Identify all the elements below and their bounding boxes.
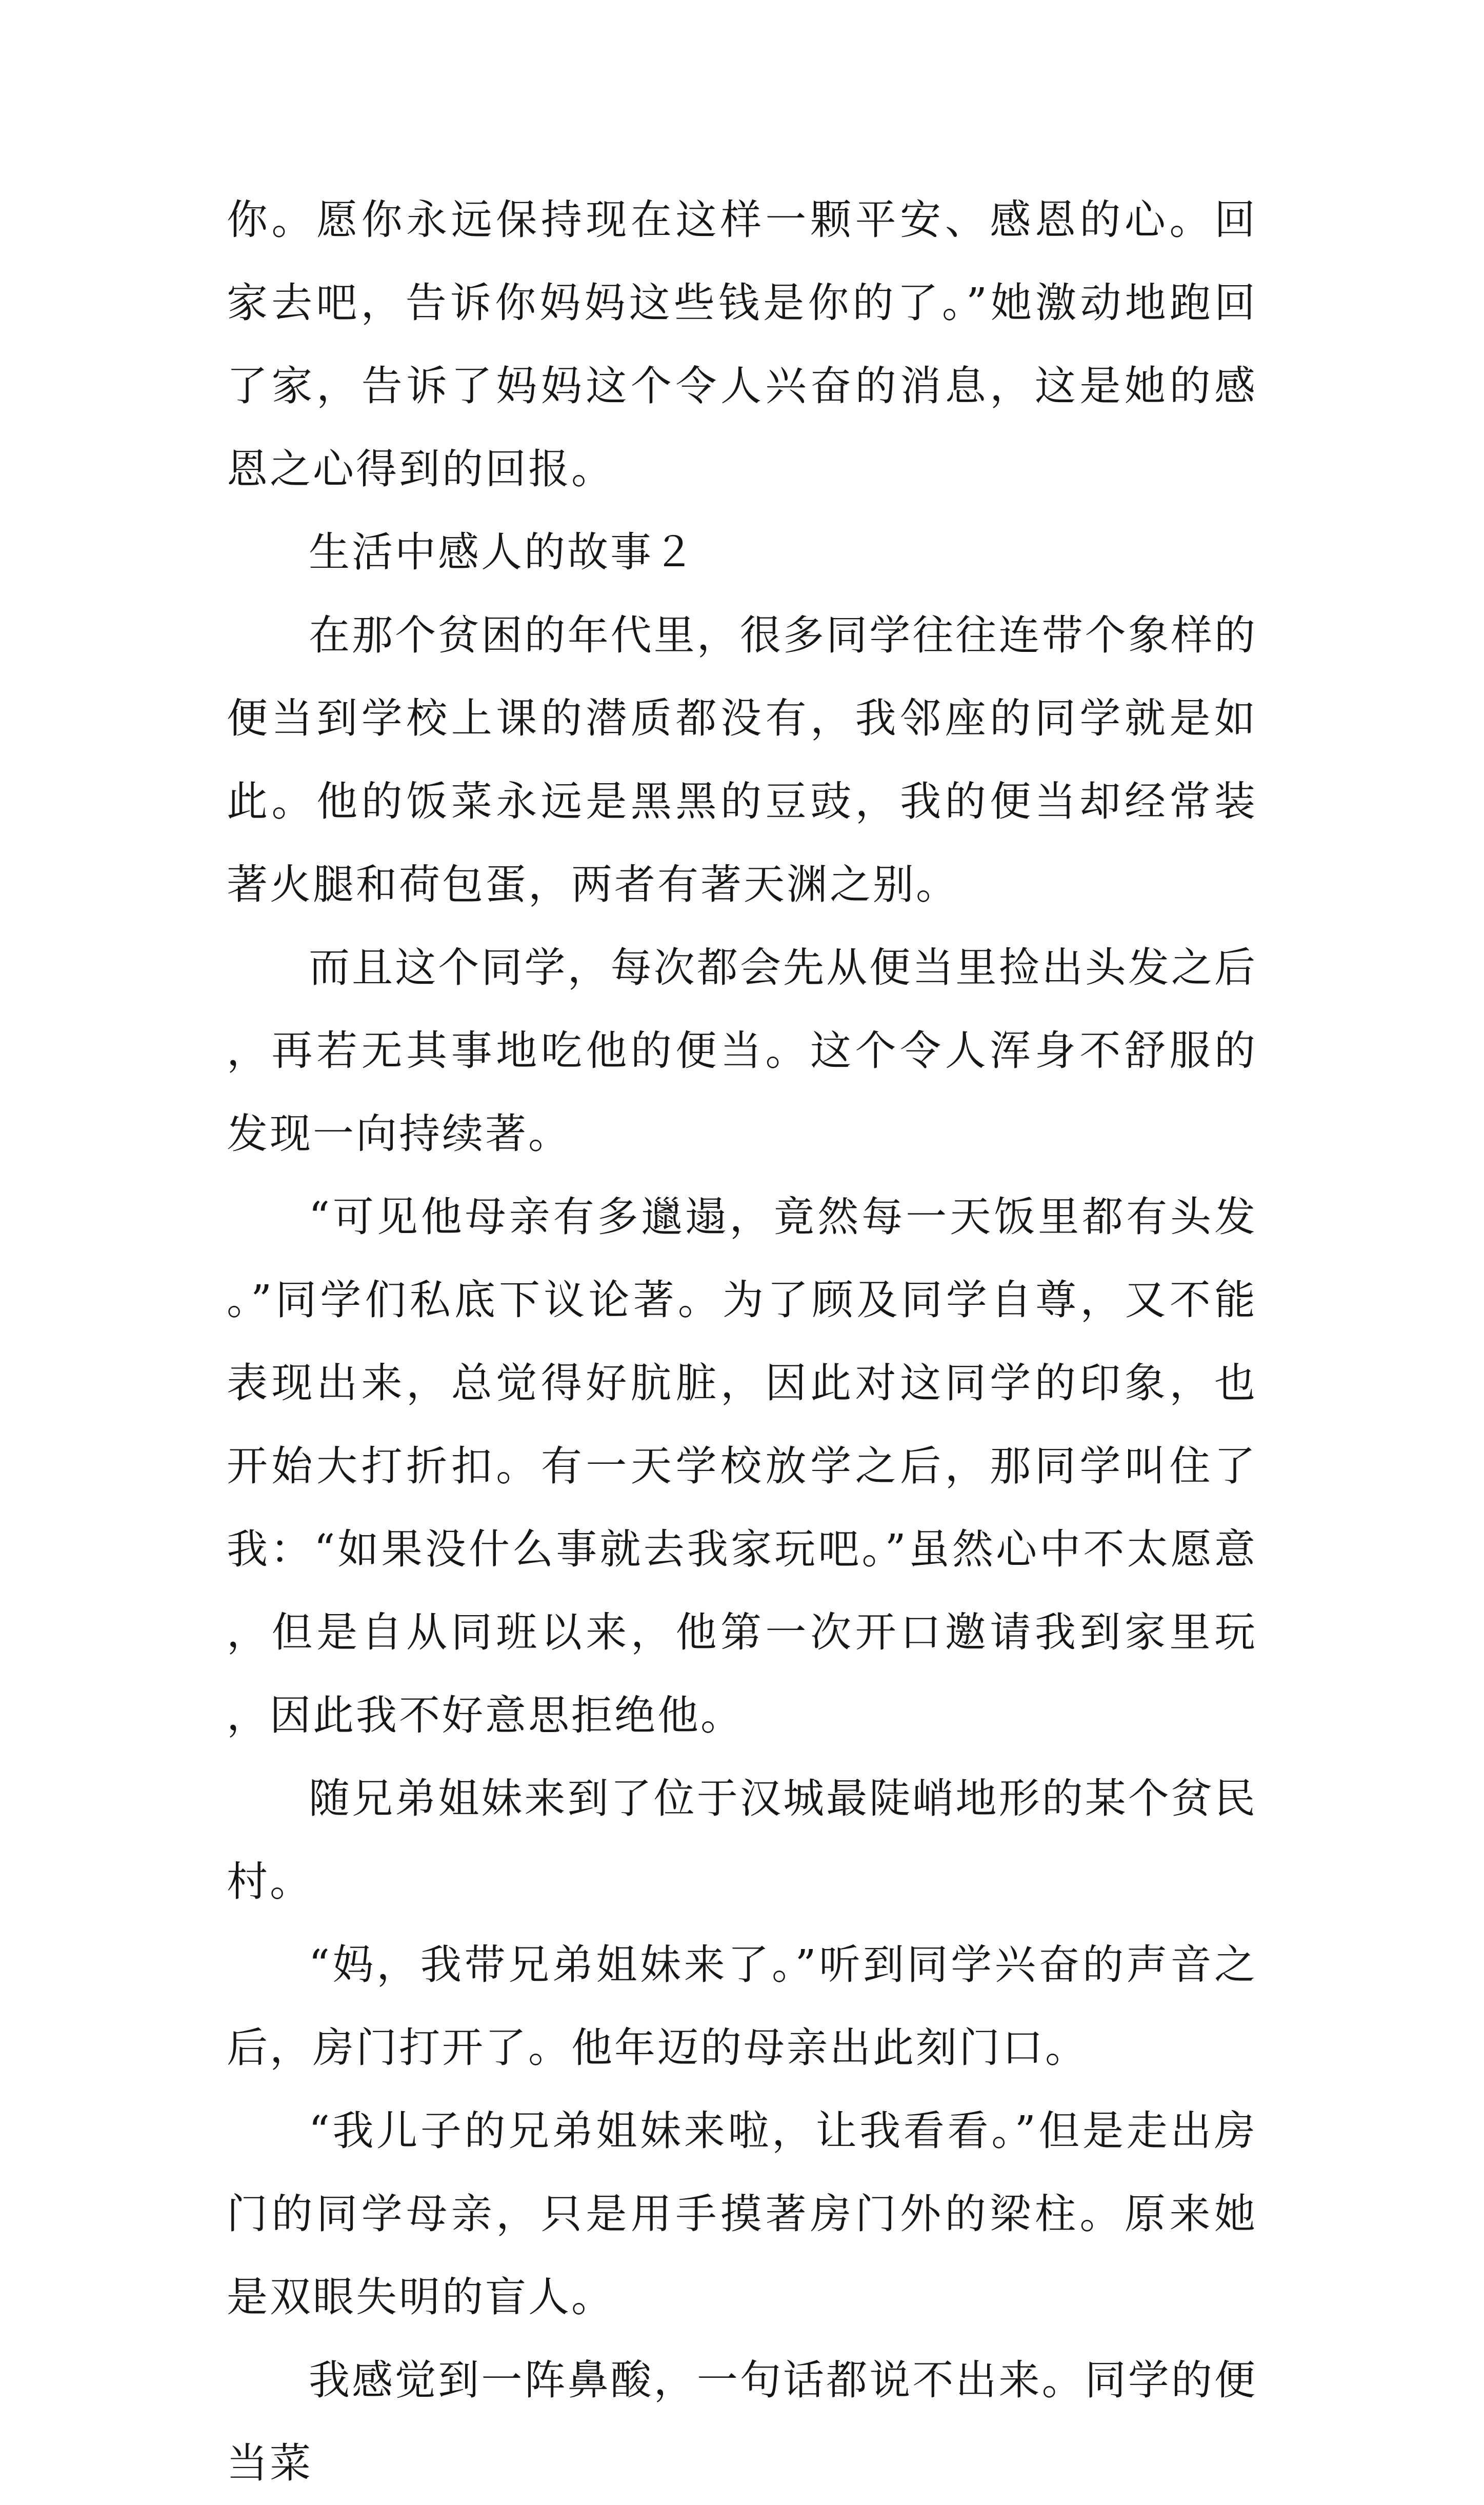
paragraph: “妈，我带兄弟姐妹来了。”听到同学兴奋的声音之后，房门打开了。他年迈的母亲出此刻门口。 [227, 1941, 1257, 2072]
paragraph-truncated: 我感觉到一阵鼻酸，一句话都说不出来。同学的便当菜 [227, 2356, 1257, 2487]
section-heading: 生活中感人的故事２ [309, 528, 696, 576]
document-body [227, 178, 1257, 2505]
paragraph: “我儿子的兄弟姐妹来啦，让我看看。”但是走出房门的同学母亲，只是用手摸著房门外的梁柱。原来她是双眼失明的盲人。 [227, 2107, 1257, 2321]
paragraph: 随兄弟姐妹来到了位于汉城最陡峭地形的某个贫民村。 [227, 1775, 1257, 1905]
paragraph: 在那个贫困的年代里，很多同学往往连带个象样的便当到学校上课的潜质都没有，我邻座的同学就是如此。他的饭菜永远是黑黑的豆豉，我的便当却经常装著火腿和荷包蛋，两者有著天渊之别。 [227, 611, 1257, 908]
paragraph: 而且这个同学，每次都会先从便当里捡出头发之后，再若无其事地吃他的便当。这个令人浑身不舒服的发现一向持续著。 [227, 944, 1257, 1158]
paragraph: “可见他母亲有多邋遢，竟然每一天饭里都有头发。”同学们私底下议论著。为了顾及同学自尊，又不能表现出来，总觉得好肮脏，因此对这同学的印象，也开始大打折扣。有一天学校放学之后，那同学叫住了我：“如果没什么事就去我家玩吧。”虽然心中不太愿意，但是自从同班以来，他第一次开口邀请我到家里玩，因此我不好意思拒绝他。 [227, 1193, 1257, 1739]
paragraph-continued: 你。愿你永远保持现在这样一颗平安、感恩的心。回家去吧，告诉你妈妈这些钱是你的了。”她激动地跑回了家，告诉了妈妈这个令人兴奋的消息，这是她的感恩之心得到的回报。 [227, 196, 1257, 493]
